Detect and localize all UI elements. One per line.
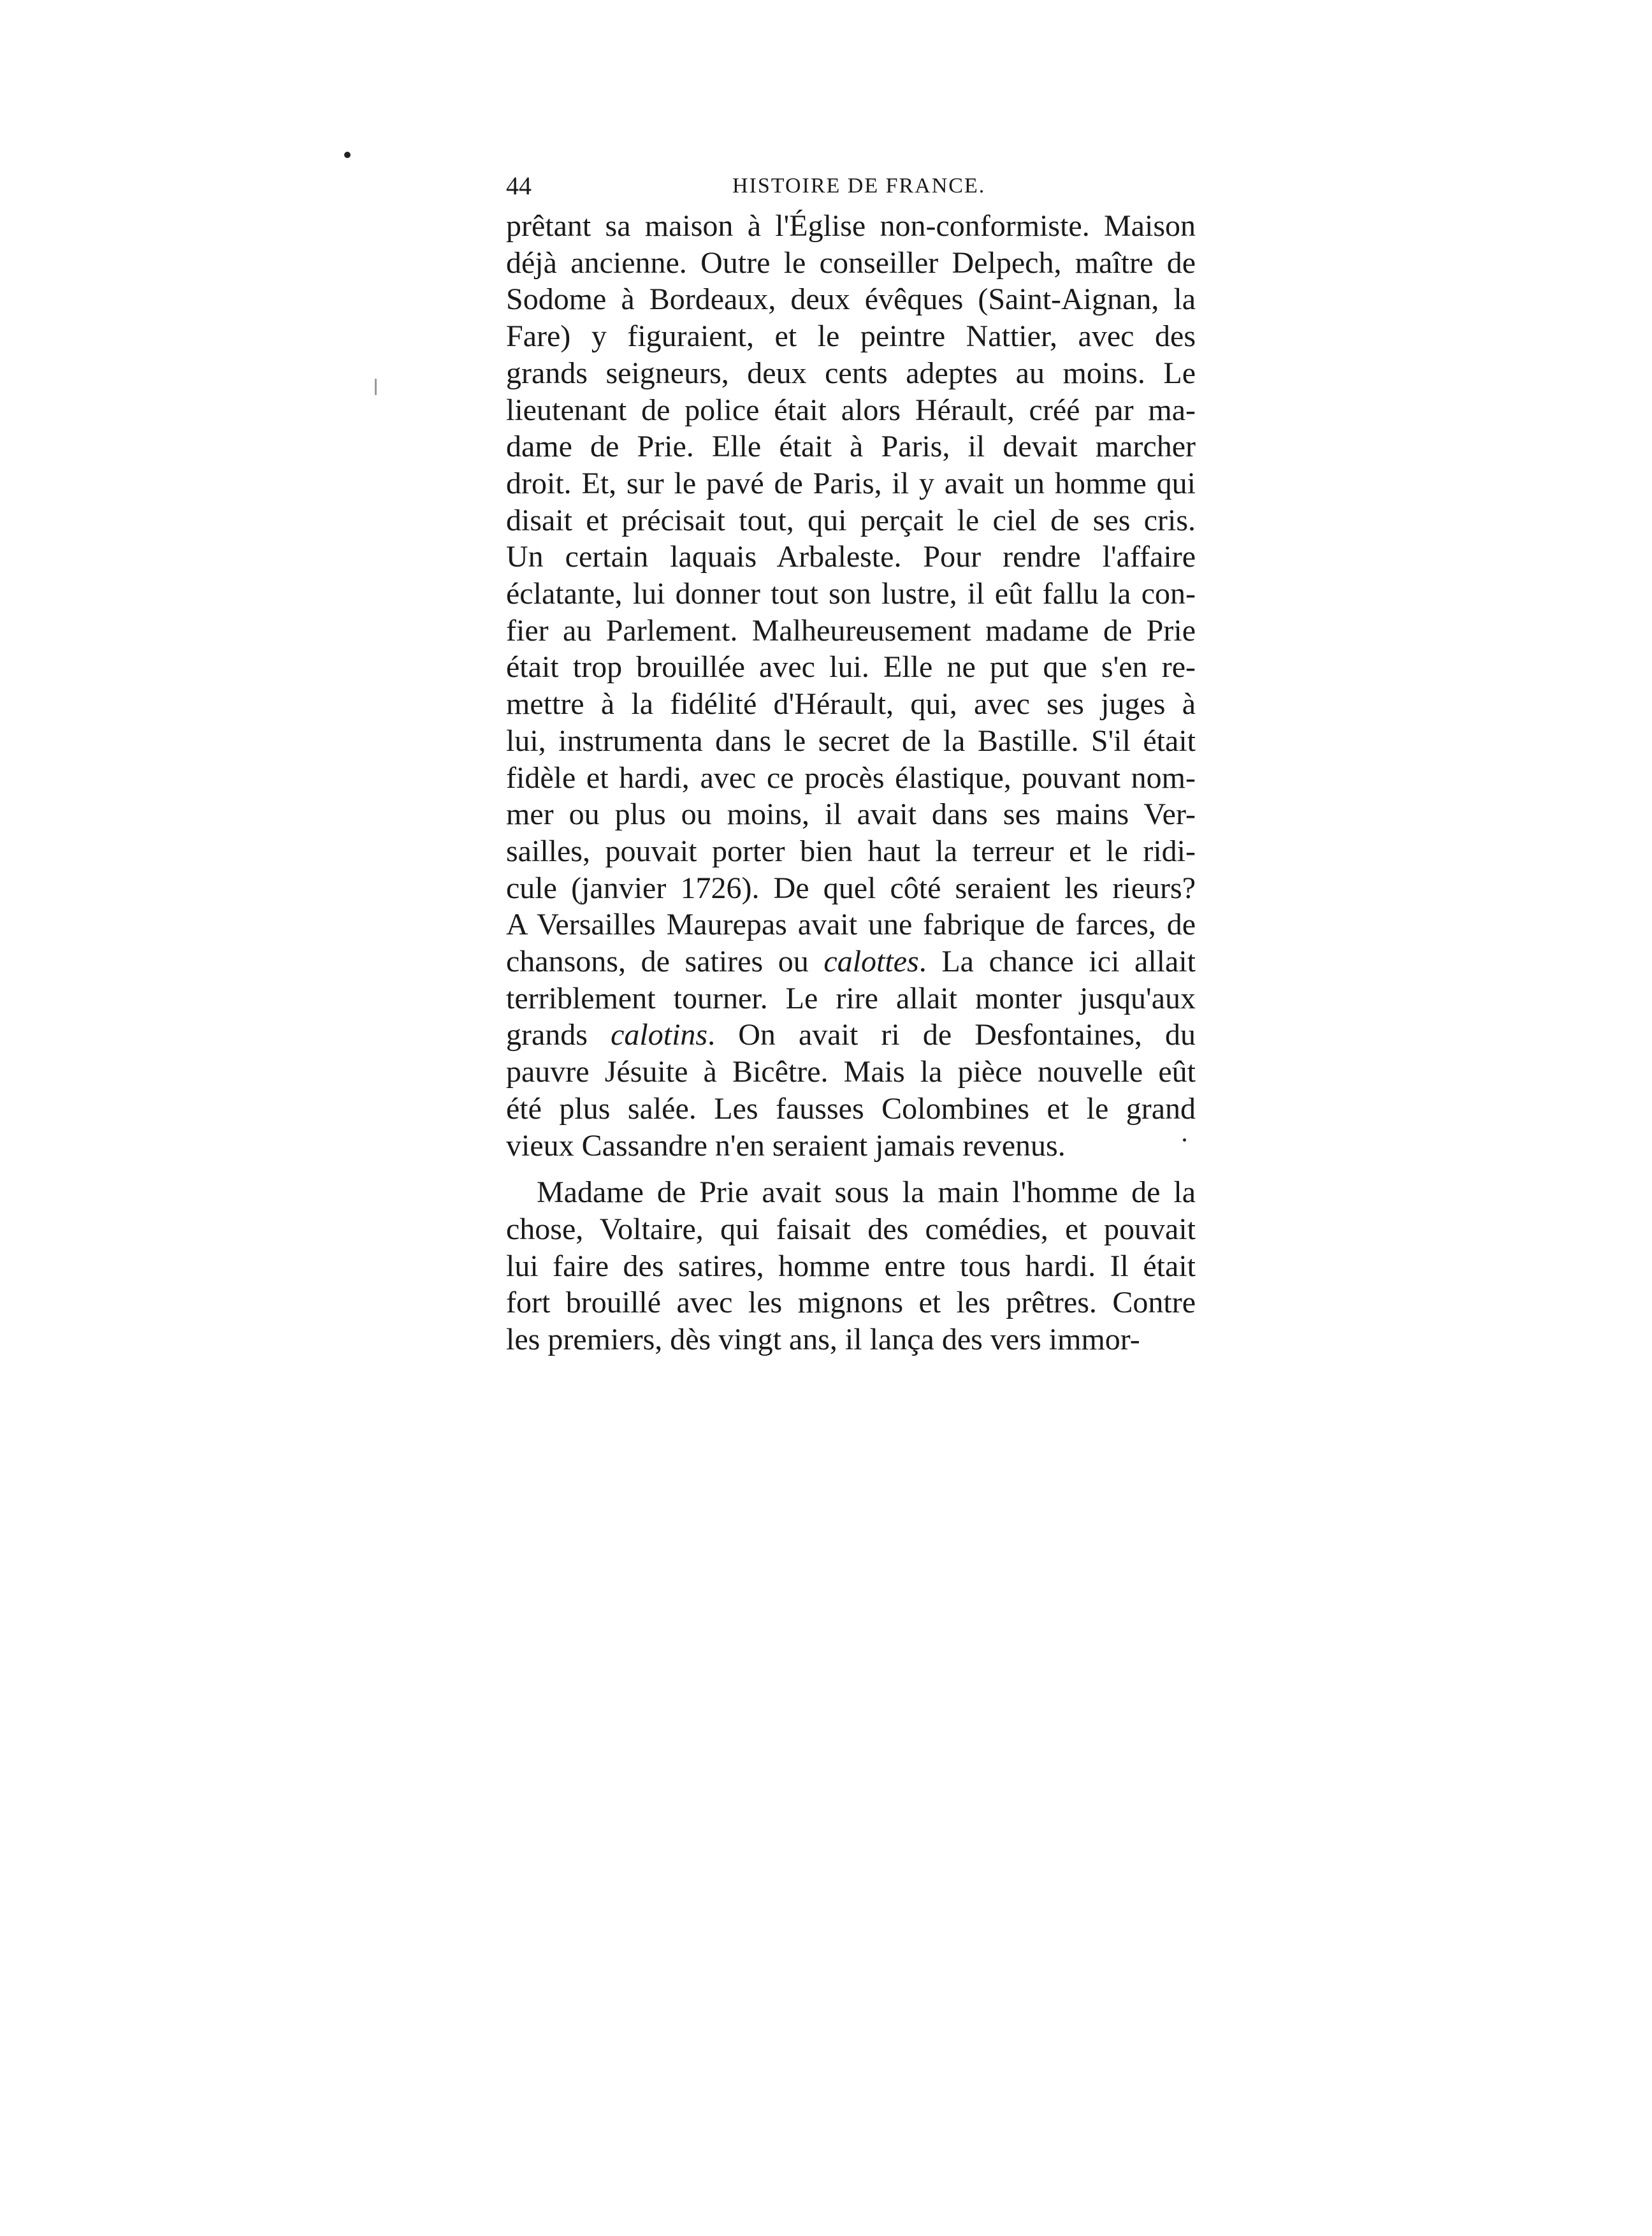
paragraph <box>506 208 1196 1164</box>
text-line: éclatante, lui donner tout son lustre, il eût fallu la con- <box>506 577 1196 611</box>
running-head <box>506 167 1196 205</box>
text-line: cule (janvier 1726). De quel côté seraient les rieurs? <box>506 871 1196 905</box>
text-line: A Versailles Maurepas avait une fabrique de farces, de <box>506 908 1196 942</box>
text-line: Sodome à Bordeaux, deux évêques (Saint-Aignan, la <box>506 282 1196 317</box>
text-line: chose, Voltaire, qui faisait des comédies, et pouvait <box>506 1212 1196 1246</box>
text-line: lieutenant de police était alors Hérault, créé par ma- <box>506 393 1196 427</box>
text-line: Fare) y figuraient, et le peintre Nattier, avec des <box>506 319 1196 354</box>
page-number: 44 <box>506 171 532 200</box>
scan-speck <box>1183 1138 1186 1142</box>
text-line: lui faire des satires, homme entre tous hardi. Il était <box>506 1249 1196 1283</box>
text-line: lui, instrumenta dans le secret de la Bastille. S'il était <box>506 723 1196 758</box>
scan-speck <box>344 152 351 158</box>
text-line: Madame de Prie avait sous la main l'homme de la <box>537 1175 1196 1210</box>
text-line: était trop brouillée avec lui. Elle ne put que s'en re- <box>506 650 1196 685</box>
scan-speck <box>375 379 377 395</box>
text-line: été plus salée. Les fausses Colombines et le grand <box>506 1091 1196 1126</box>
text-line: fidèle et hardi, avec ce procès élastique, pouvant nom- <box>506 760 1196 795</box>
body-text <box>506 208 1196 1358</box>
text-line: terriblement tourner. Le rire allait monter jusqu'aux <box>506 981 1196 1015</box>
text-line: disait et précisait tout, qui perçait le ciel de ses cris. <box>506 503 1196 537</box>
text-line: fier au Parlement. Malheureusement madame de Prie <box>506 613 1196 648</box>
text-line: droit. Et, sur le pavé de Paris, il y avait un homme qui <box>506 466 1196 500</box>
text-line: Un certain laquais Arbaleste. Pour rendre l'affaire <box>506 540 1196 574</box>
text-line: déjà ancienne. Outre le conseiller Delpech, maître de <box>506 245 1196 280</box>
paragraph <box>506 1174 1196 1358</box>
text-line: sailles, pouvait porter bien haut la terreur et le ridi- <box>506 834 1196 868</box>
text-line: mer ou plus ou moins, il avait dans ses mains Ver- <box>506 797 1196 832</box>
text-line: chansons, de satires ou calottes. La chance ici allait <box>506 945 1196 979</box>
text-line: dame de Prie. Elle était à Paris, il devait marcher <box>506 430 1196 464</box>
text-line: prêtant sa maison à l'Église non-conformiste. Maison <box>506 209 1196 243</box>
text-line: grands seigneurs, deux cents adeptes au moins. Le <box>506 356 1196 390</box>
text-line: vieux Cassandre n'en seraient jamais revenus. <box>506 1128 1066 1163</box>
running-title: HISTOIRE DE FRANCE. <box>732 174 986 198</box>
text-line: pauvre Jésuite à Bicêtre. Mais la pièce nouvelle eût <box>506 1055 1196 1089</box>
text-line: mettre à la fidélité d'Hérault, qui, avec ses juges à <box>506 687 1196 722</box>
text-line: les premiers, dès vingt ans, il lança des vers immor- <box>506 1323 1140 1357</box>
text-line: fort brouillé avec les mignons et les prêtres. Contre <box>506 1286 1196 1320</box>
text-line: grands calotins. On avait ri de Desfontaines, du <box>506 1018 1196 1052</box>
paragraph-gap <box>506 1164 1196 1174</box>
